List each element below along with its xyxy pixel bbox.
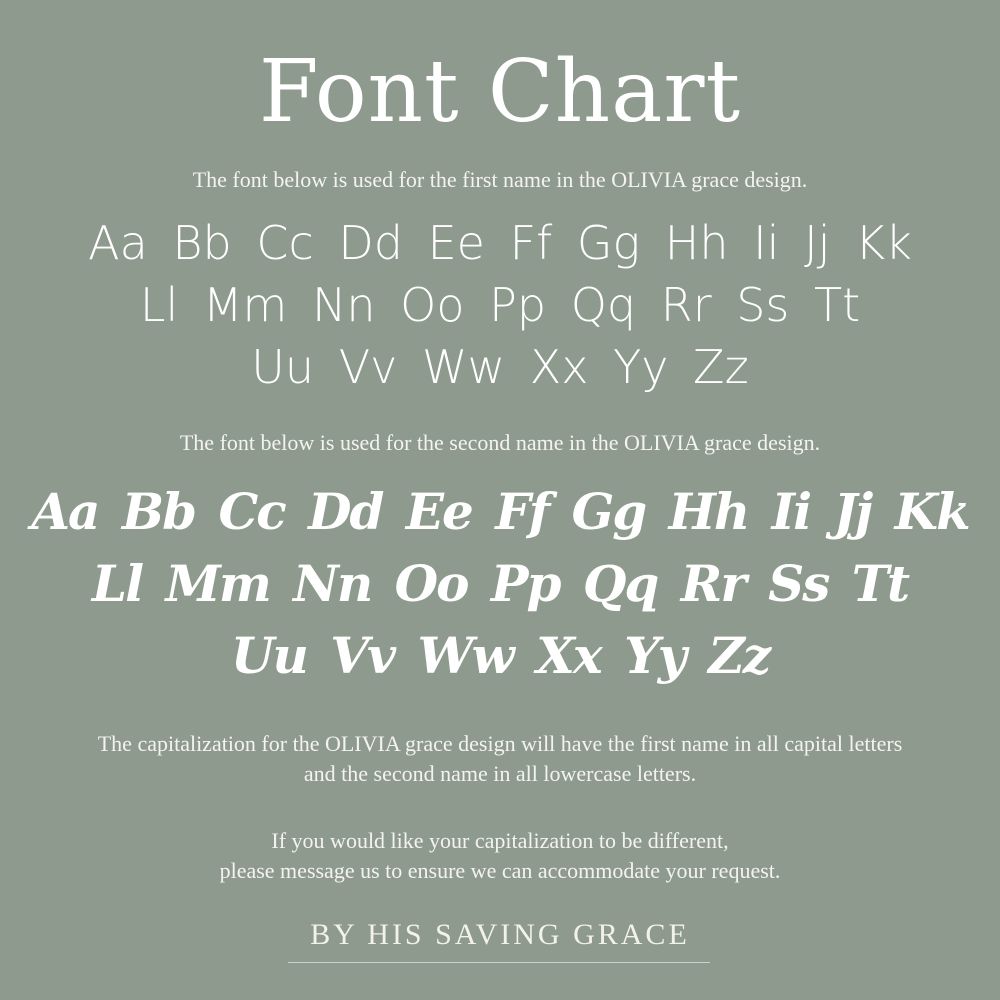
brand-underline [288,962,710,963]
capitalization-note-line-1: The capitalization for the OLIVIA grace design will have the first name in all capital letters [97,731,903,756]
second-font-note: The font below is used for the second name in the OLIVIA grace design. [179,430,821,455]
first-font-row-2: Ll Mm Nn Oo Pp Qq Rr Ss Tt [139,278,861,332]
request-note [20,826,980,886]
second-font-alphabet [0,476,1000,692]
page-title: Font Chart [258,42,742,142]
capitalization-note-line-2: and the second name in all lowercase letters. [303,761,697,786]
brand-logo-text: BY HIS SAVING GRACE [310,918,690,951]
first-font-note: The font below is used for the first name in the OLIVIA grace design. [192,167,808,192]
capitalization-note [20,729,980,789]
second-font-row-3: Uu Vv Ww Xx Yy Zz [230,626,770,685]
request-note-line-2: please message us to ensure we can accommodate your request. [219,858,781,883]
second-font-row-1: Aa Bb Cc Dd Ee Ff Gg Hh Ii Jj Kk [31,482,969,541]
first-font-row-1: Aa Bb Cc Dd Ee Ff Gg Hh Ii Jj Kk [88,216,912,270]
first-font-row-3: Uu Vv Ww Xx Yy Zz [251,340,749,394]
second-font-row-2: Ll Mm Nn Oo Pp Qq Rr Ss Tt [91,554,909,613]
request-note-line-1: If you would like your capitalization to be different, [271,828,729,853]
first-font-alphabet [0,212,1000,398]
